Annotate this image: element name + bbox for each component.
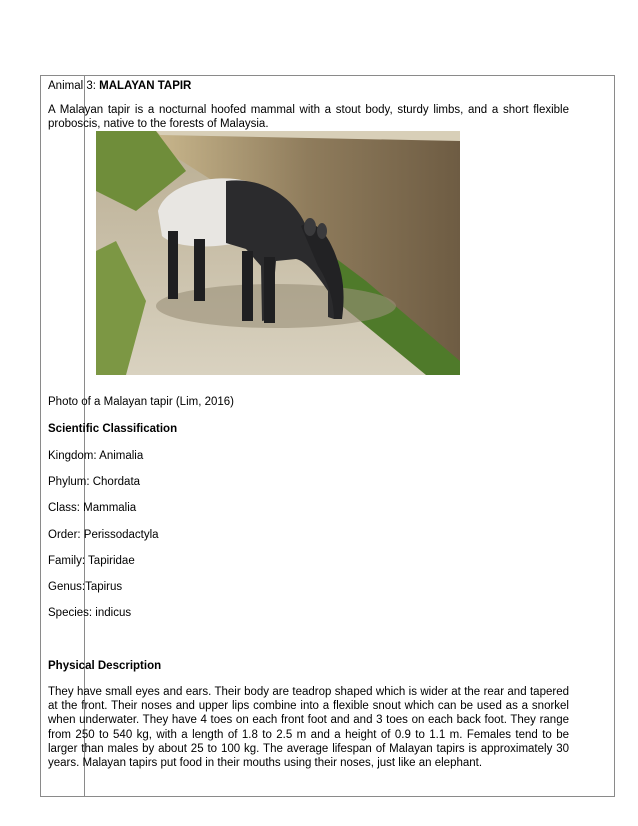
physical-heading: Physical Description (48, 660, 162, 672)
intro-paragraph: A Malayan tapir is a nocturnal hoofed mammal with a stout body, sturdy limbs, and a short flexible proboscis, native to the forests of Malaysia. (48, 104, 569, 131)
classification-heading: Scientific Classification (48, 423, 178, 435)
tapir-photo (96, 131, 460, 375)
animal-heading-prefix: Animal 3: (48, 80, 100, 92)
physical-paragraph: They have small eyes and ears. Their body are teadrop shaped which is wider at the rear and tapered at the front. Their noses and upper lips combine into a flexible snout which can be used as a snorkel when underwater. They have 4 toes on each front foot and and 3 toes on each back foot. They range from 250 to 540 kg, with a length of 1.8 to 2.5 m and a height of 0.9 to 1.1 m. Females tend to be larger than males by about 25 to 100 kg. The average lifespan of Malayan tapirs is approximately 30 years. Malayan tapirs put food in their mouths using their noses, just like an elephant. (48, 686, 569, 770)
class-line: Class: Mammalia (48, 502, 137, 514)
order-line: Order: Perissodactyla (48, 529, 159, 541)
genus-line: Genus:Tapirus (48, 581, 123, 593)
family-line: Family: Tapiridae (48, 555, 135, 567)
kingdom-line: Kingdom: Animalia (48, 450, 144, 462)
animal-heading (48, 79, 191, 93)
animal-name: MALAYAN TAPIR (99, 80, 192, 92)
phylum-line: Phylum: Chordata (48, 476, 141, 488)
photo-caption: Photo of a Malayan tapir (Lim, 2016) (48, 396, 235, 408)
species-line: Species: indicus (48, 607, 132, 619)
